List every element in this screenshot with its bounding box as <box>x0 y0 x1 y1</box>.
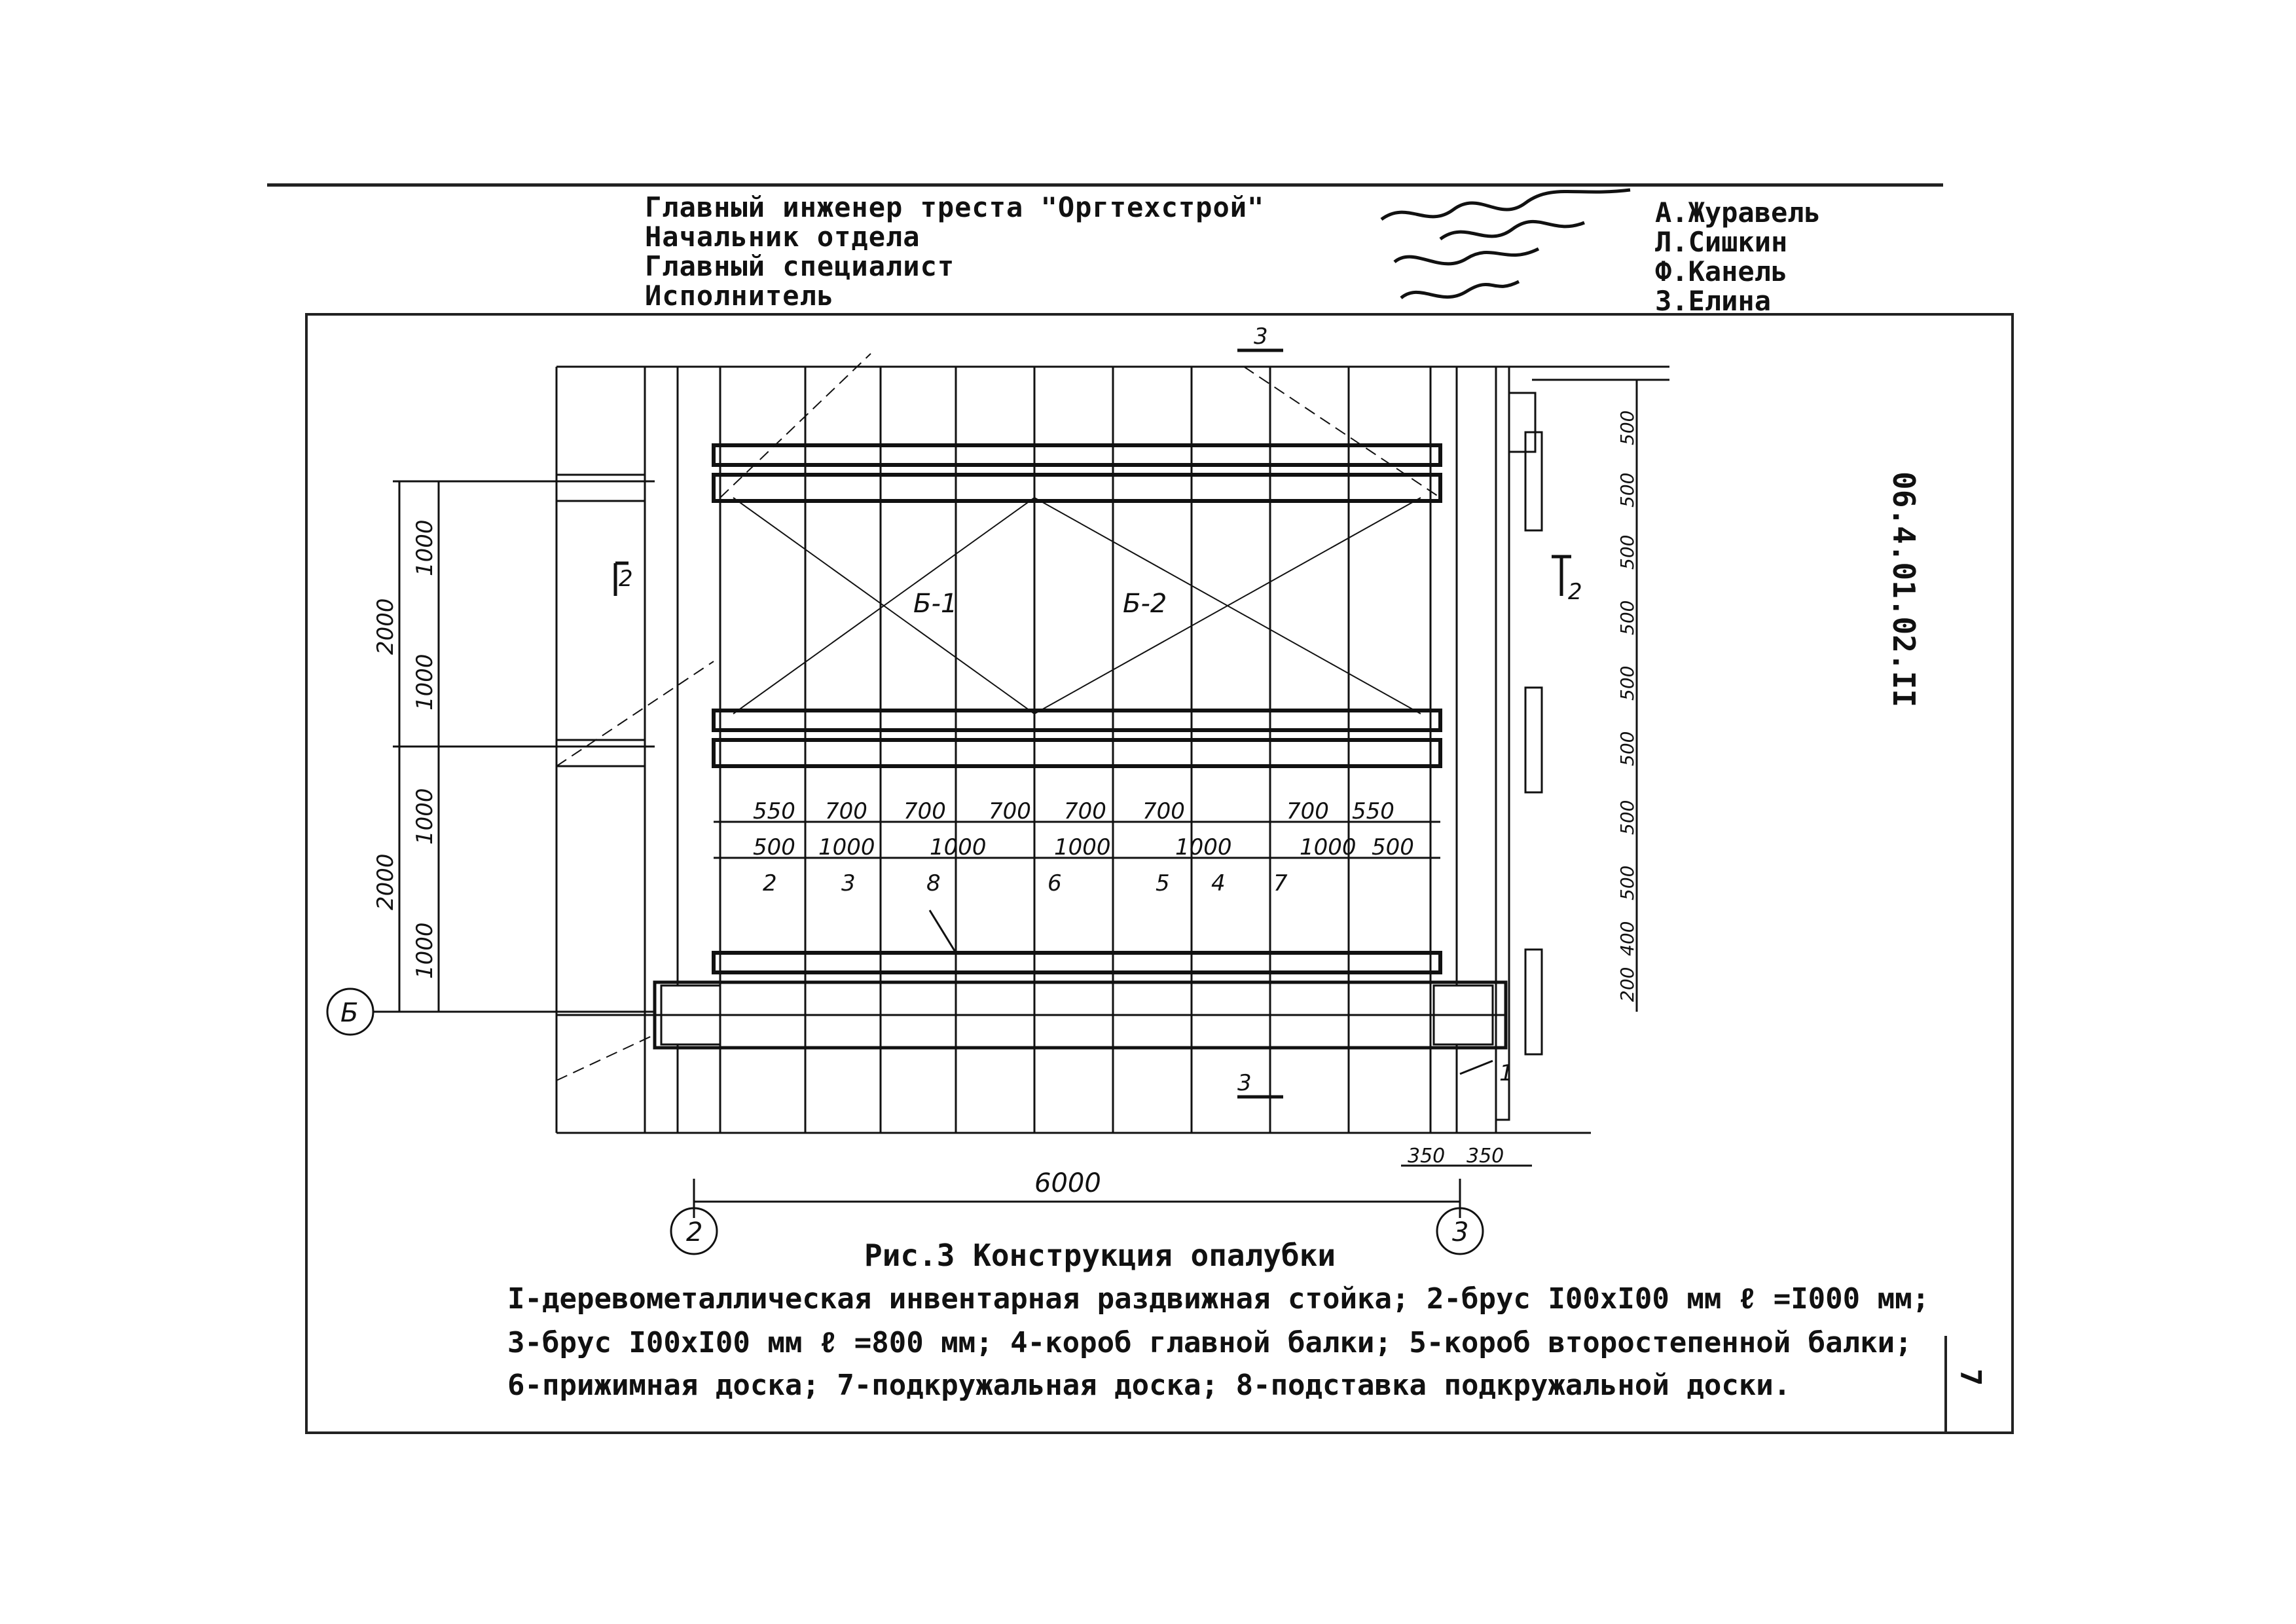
dim-right-1: 500 <box>1616 410 1638 445</box>
legend-line-3: 6-прижимная доска; 7-подкружальная доска; 8-подставка подкружальной доски. <box>507 1369 1791 1402</box>
callout-2: 2 <box>763 870 777 896</box>
dim-right-3: 500 <box>1616 534 1638 570</box>
beam-label-b1: Б-1 <box>913 589 958 619</box>
dim-second-4: 1000 <box>1054 834 1111 860</box>
header-name-4: З.Елина <box>1655 285 1772 317</box>
dim-bottom-total: 6000 <box>1034 1168 1101 1198</box>
section-mark-top: 3 <box>1254 323 1268 350</box>
axis-row-b: Б <box>340 998 359 1028</box>
callout-7: 7 <box>1273 870 1288 896</box>
header-name-2: Л.Сишкин <box>1655 226 1788 258</box>
dim-right-4: 500 <box>1616 600 1638 635</box>
dim-top-4: 700 <box>989 798 1031 824</box>
dim-top-2: 700 <box>825 798 867 824</box>
callout-8: 8 <box>926 870 941 896</box>
figure-caption-title: Рис.3 Конструкция опалубки <box>864 1238 1336 1273</box>
dim-second-3: 1000 <box>930 834 987 860</box>
dim-second-5: 1000 <box>1175 834 1232 860</box>
section-mark-right: 2 <box>1568 579 1582 605</box>
header-role-4: Исполнитель <box>645 280 835 312</box>
page-number: 7 <box>1954 1369 1987 1386</box>
dim-second-2: 1000 <box>818 834 875 860</box>
dim-right-9: 400 <box>1616 921 1638 956</box>
dim-right-5: 500 <box>1616 665 1638 701</box>
dim-bottom-small-2: 350 <box>1467 1145 1504 1168</box>
dim-left-1: 1000 <box>412 519 438 576</box>
section-mark-bottom: 3 <box>1237 1070 1252 1096</box>
header-role-2: Начальник отдела <box>645 221 920 253</box>
dim-right-8: 500 <box>1616 865 1638 900</box>
callout-4: 4 <box>1211 870 1226 896</box>
dim-right-2: 500 <box>1616 472 1638 507</box>
dim-top-8: 550 <box>1352 798 1394 824</box>
header-role-3: Главный специалист <box>645 250 955 282</box>
beam-label-b2: Б-2 <box>1123 589 1167 619</box>
dim-second-7: 500 <box>1372 834 1414 860</box>
header-name-3: Ф.Канель <box>1655 255 1788 287</box>
callout-3: 3 <box>841 870 856 896</box>
section-mark-left: 2 <box>619 566 633 592</box>
dim-left-total-1: 2000 <box>373 598 399 655</box>
dim-top-6: 700 <box>1142 798 1185 824</box>
dim-right-6: 500 <box>1616 731 1638 766</box>
dim-second-1: 500 <box>753 834 795 860</box>
dim-right-7: 500 <box>1616 800 1638 835</box>
legend-line-2: 3-брус I00xI00 мм ℓ =800 мм; 4-короб главной балки; 5-короб второстепенной балки; <box>507 1326 1912 1359</box>
dim-left-3: 1000 <box>412 788 438 845</box>
dim-top-1: 550 <box>753 798 795 824</box>
dim-right-10: 200 <box>1616 967 1638 1002</box>
axis-label-2: 2 <box>686 1217 703 1247</box>
legend-line-1: I-деревометаллическая инвентарная раздвижная стойка; 2-брус I00xI00 мм ℓ =I000 мм; <box>507 1282 1930 1316</box>
dim-second-6: 1000 <box>1300 834 1357 860</box>
callout-5: 5 <box>1156 870 1170 896</box>
document-code: 06.4.01.02.II <box>1886 471 1922 708</box>
dim-left-total-2: 2000 <box>373 853 399 910</box>
callout-1: 1 <box>1499 1060 1514 1086</box>
dim-top-7: 700 <box>1286 798 1329 824</box>
dim-top-3: 700 <box>903 798 946 824</box>
dim-top-5: 700 <box>1064 798 1106 824</box>
axis-label-3: 3 <box>1452 1217 1469 1247</box>
callout-6: 6 <box>1048 870 1062 896</box>
dim-left-4: 1000 <box>412 922 438 979</box>
header-name-1: А.Журавель <box>1655 196 1821 229</box>
header-role-1: Главный инженер треста "Оргтехстрой" <box>645 191 1265 223</box>
dim-bottom-small-1: 350 <box>1408 1145 1446 1168</box>
dim-left-2: 1000 <box>412 654 438 710</box>
